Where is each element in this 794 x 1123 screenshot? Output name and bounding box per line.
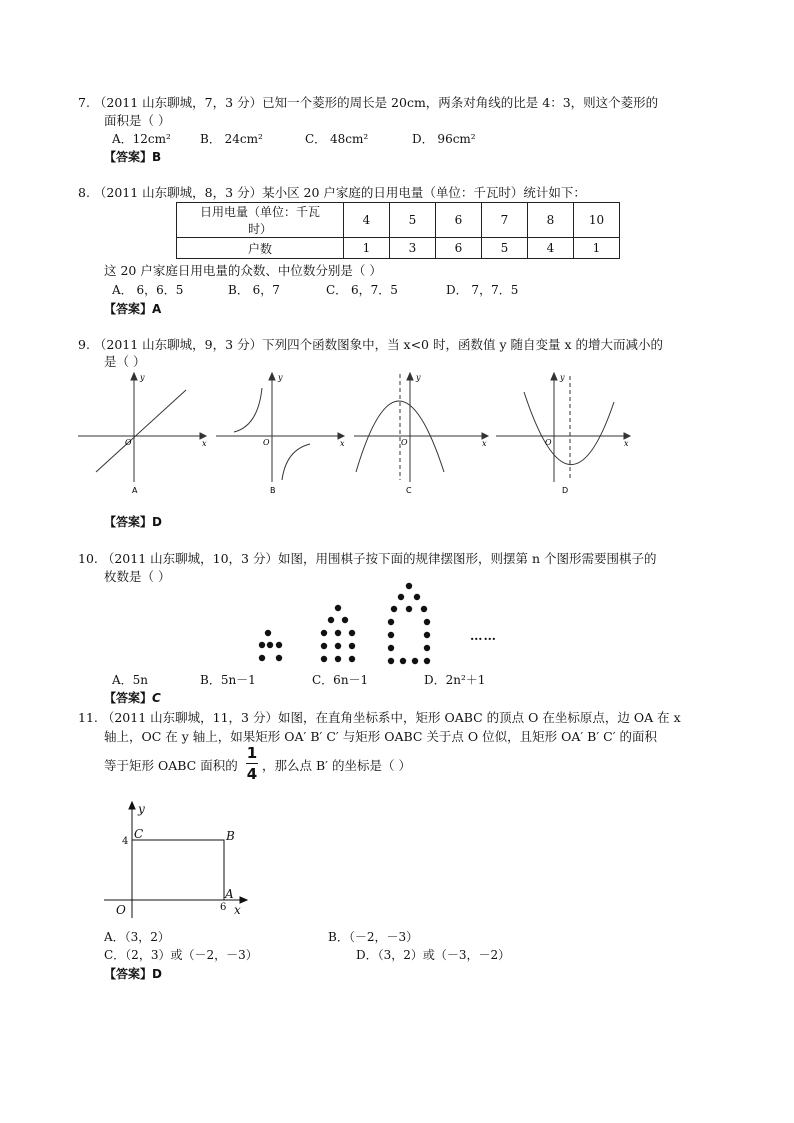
table-header-usage-b: 时） [247,222,272,236]
q9-answer: 【答案】D [104,515,162,529]
table-cell: 4 [344,203,390,238]
q7-option-c: C． 48cm² [305,132,369,146]
table-header-usage-a: 日用电量（单位：千瓦 [199,205,320,219]
q8-answer: 【答案】A [104,302,162,316]
table-cell: 1 [574,238,620,259]
table-cell: 10 [574,203,620,238]
table-cell: 5 [390,203,436,238]
q7-stem-line2: 面积是（ ） [104,113,171,128]
table-header-usage [177,203,344,238]
q7-stem-line1: 7. （2011 山东聊城，7，3 分）已知一个菱形的周长是 20cm，两条对角线的比是 4：3，则这个菱形的 [78,95,659,110]
graph-a-label: A [132,486,138,495]
pattern-2 [321,605,355,662]
table-row [177,203,620,238]
q11-option-a: A．（3，2） [104,930,170,944]
graph-a-origin-label: O [125,438,132,447]
q8-stem-line2: 这 20 户家庭日用电量的众数、中位数分别是（ ） [104,263,382,278]
rect-vertex-b: B [226,829,235,843]
rect-vertex-c: C [134,827,144,841]
graph-b-x-label: x [340,439,345,448]
q10-option-d: D．2n²＋1 [424,673,486,687]
q8-option-b: B． 6，7 [228,283,280,297]
fraction-denominator: 4 [246,765,258,783]
graph-a-y-label: y [140,373,145,382]
q10-option-a: A．5n [112,673,149,687]
q10-stem-line2: 枚数是（ ） [104,569,171,584]
graph-c-label: C [406,486,412,495]
table-cell: 1 [344,238,390,259]
rectangle-figure [100,800,260,925]
table-cell: 3 [390,238,436,259]
rect-tick-6: 6 [220,902,227,913]
q10-answer-value: C [152,691,161,705]
table-cell: 4 [528,238,574,259]
table-cell: 6 [436,203,482,238]
q9-stem-line2: 是（ ） [104,354,146,369]
rect-origin: O [116,903,126,917]
q11-option-b: B．（－2，－3） [328,930,419,944]
q11-stem-line1: 11. （2011 山东聊城，11，3 分）如图，在直角坐标系中，矩形 OABC 的顶点 O 在坐标原点，边 OA 在 x [78,710,681,725]
q7-option-b: B． 24cm² [200,132,263,146]
q10-answer-label: 【答案】 [104,691,153,705]
q8-option-d: D． 7，7．5 [446,283,519,297]
rect-y-axis-label: y [138,802,145,816]
q11-option-d: D．（3，2）或（－3，－2） [356,948,511,962]
graph-a-x-label: x [202,439,207,448]
graph-a [76,370,208,500]
graph-b-y-label: y [278,373,283,382]
fraction-numerator: 1 [246,744,258,762]
q10-option-c: C．6n－1 [312,673,369,687]
q9-stem-line1: 9. （2011 山东聊城，9，3 分）下列四个函数图象中，当 x<0 时，函数值 y 随自变量 x 的增大而减小的 [78,337,663,352]
table-cell: 6 [436,238,482,259]
table-cell: 7 [482,203,528,238]
graph-d-label: D [562,486,569,495]
pattern-1 [259,630,282,661]
table-cell: 8 [528,203,574,238]
table-cell: 5 [482,238,528,259]
q11-stem-line2: 轴上，OC 在 y 轴上，如果矩形 OA′ B′ C′ 与矩形 OABC 关于点 O 位似，且矩形 OA′ B′ C′ 的面积 [104,729,658,744]
q7-answer: 【答案】B [104,150,162,164]
q11-stem-line3a: 等于矩形 OABC 面积的 [104,758,238,773]
rect-vertex-a: A [225,887,234,901]
fraction-one-quarter [246,744,258,783]
graph-c-x-label: x [482,439,487,448]
q8-stem-line1: 8. （2011 山东聊城，8，3 分）某小区 20 户家庭的日用电量（单位：千瓦时）统计如下： [78,185,586,200]
graph-d-y-label: y [560,373,565,382]
graph-b [214,370,346,500]
q11-option-c: C．（2，3）或（－2，－3） [104,948,258,962]
graph-c [352,370,490,500]
graph-d [494,370,632,500]
go-stone-patterns [255,580,545,670]
rect-tick-4: 4 [122,836,129,847]
q10-answer [104,690,161,706]
table-row [177,238,620,259]
q11-stem-line3b: ，那么点 B′ 的坐标是（ ） [262,758,411,773]
graph-b-label: B [270,486,276,495]
electricity-table [176,202,620,259]
rect-x-axis-label: x [234,903,241,917]
graph-d-origin-label: O [545,438,552,447]
graph-d-x-label: x [624,439,629,448]
q10-stem-line1: 10. （2011 山东聊城，10，3 分）如图，用围棋子按下面的规律摆图形，则摆第 n 个图形需要围棋子的 [78,551,657,566]
q8-option-a: A． 6，6．5 [112,283,184,297]
table-header-households: 户数 [177,238,344,259]
q8-option-c: C． 6，7．5 [326,283,398,297]
graph-c-origin-label: O [401,438,408,447]
graph-c-y-label: y [416,373,421,382]
q7-option-d: D． 96cm² [412,132,476,146]
q10-option-b: B．5n－1 [200,673,256,687]
q7-option-a: A．12cm² [112,132,171,146]
pattern-ellipsis: …… [470,628,497,643]
graph-b-origin-label: O [263,438,270,447]
fraction-bar [246,763,258,764]
pattern-3 [388,583,430,664]
q11-answer: 【答案】D [104,967,162,981]
